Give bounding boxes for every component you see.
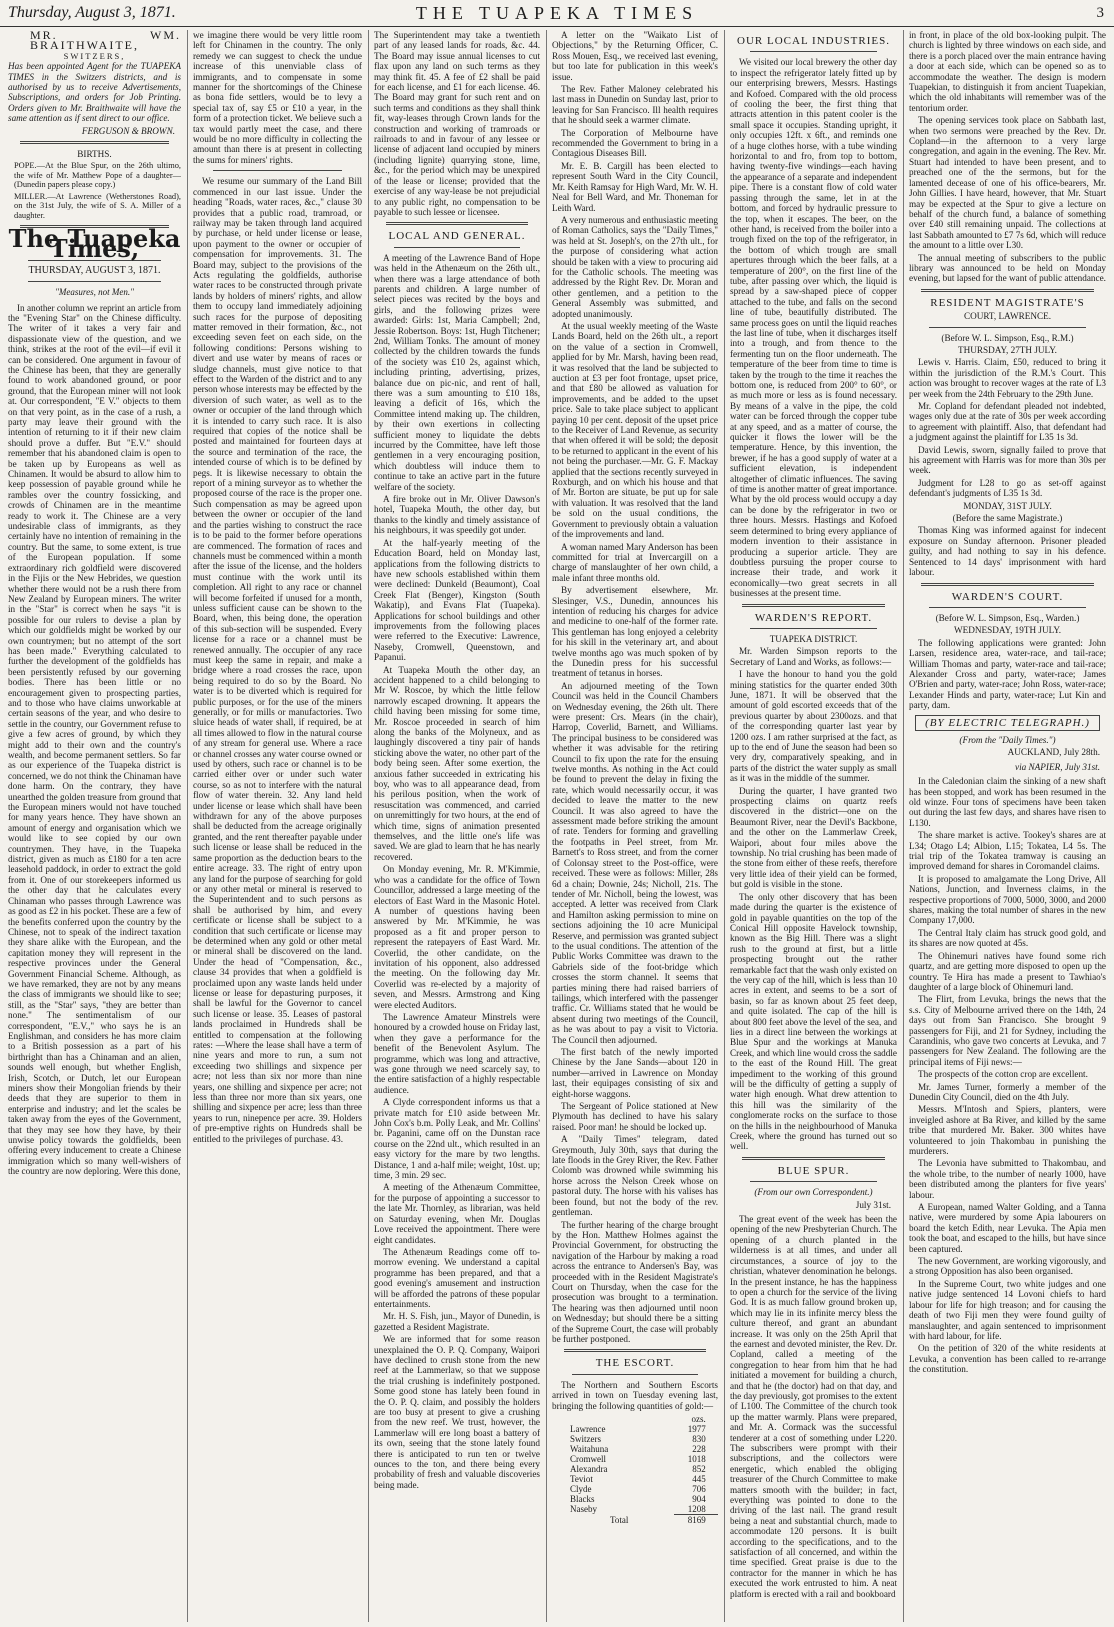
- warden-court-heading: WARDEN'S COURT.: [951, 590, 1064, 603]
- births-list: [8, 161, 181, 219]
- news-item: A very numerous and enthusiastic meeting of Roman Catholics, says the "Daily Times," was held at St. Joseph's, on the 27th ult., for the purpose of considering what action should be taken with a view to procuring aid for the Catholic schools. The meeting was addressed by the Right Rev. Dr. Moran and other gentlemen, and a petition to the General Assembly was submitted, and adopted unanimously.: [552, 214, 718, 319]
- birth-notice: MILLER.—At Lawrence (Wetherstones Road), on the 31st July, the wife of S. A. Miller of a daughter.: [14, 191, 181, 220]
- divider: [20, 141, 169, 144]
- escort-oz: 1018: [687, 1454, 706, 1464]
- escort-place: Naseby: [570, 1504, 597, 1515]
- land-bill-paragraph: We resume our summary of the Land Bill commenced in our last issue. Under the heading "Roads, water races, &c.," clause 30 provides that a public road, tramroad, or railway may be taken through land acquired by purchase, or held under license or lease, upon payment to the owner or occupier of compensation for improvements. 31. The Board may, subject to the provisions of the Acts regulating the goldfields, authorise water races to be constructed through private lands by holders of miners' rights, and allow them to occupy land immediately adjoining such races for the purpose of depositing matter removed in their formation, &c., not exceeding seven feet on each side, on the following conditions: Persons wishing to divert and use water by means of races or sludge channels, must give notice to that effect to the Warden of the district and to any person whose interests may be effected by the diversion of such water, as well as to the owner or occupier of the land through which it is intended to carry such race. It is also required that copies of the notice shall be posted and maintained for fourteen days at the source and termination of the race, the intended course of which is to be defined by pegs. It is likewise necessary to obtain the report of a mining surveyor as to whether the proposed course of the race is the proper one. Such compensation as may be agreed upon between the owner or occupier of the land and the parties wishing to construct the race is to be paid to the former before operations are commenced. The formation of races and channels must be commenced within a month after the issue of the license, and the holders must continue with the work until its completion. All right to any race or channel will become forfeited if unused for a month, unless sufficient cause can be shown to the Board, when, this being done, the operation of this sub-section will be suspended. Every license for a race or a channel must be renewed annually. The occupier of any race must keep the same in repair, and make a bridge where a road crosses the race, upon being required to do so by the Board. No water is to be diverted which is required for public purposes, or for the use of the miners generally, or for mills or manufactories. Two sluice heads of water shall, if required, be at all times allowed to flow in the natural course of any stream for general use. Where a race or channel crosses any water course owned or used by others, such race or channel is to be carried either over or under such water course, so as not to interfere with the natural flow of water therein. 32. Any land held under license or lease which shall have been withdrawn for any of the above purposes shall be deducted from the acreage originally granted, and the rent thereafter payable under such license or lease shall be reduced in the same proportion as the deduction bears to the entire acreage. 33. The right of entry upon any land for the purpose of searching for gold or any other metal or mineral is reserved to the Superintendent and to such persons as shall be authorised by him, and every certificate or license shall be subject to a condition that such certificate or license may be determined when any gold or other metal or mineral shall be discovered on the land. Under the head of "Compensation, &c., clause 34 provides that when a goldfield is proclaimed upon any waste lands held under license or lease for depasturing purposes, it shall be lawful for the Governor to cancel such license or lease. 35. Leases of pastoral lands proclaimed in Hundreds shall be entitled to compensation at the following rates: —Where the lease shall have a term of nine years and more to run, a sum not exceeding two shillings and sixpence per acre; not less than six nor more than nine years, one shilling and sixpence per acre; not less than three nor more than six years, one shilling and sixpence per acre; less than three years to run, ninepence per acre. 39. Holders of pre-emptive rights on Hundreds shall be entitled to the privileges of purchase. 43.: [193, 176, 362, 1144]
- industries-heading: OUR LOCAL INDUSTRIES.: [737, 35, 890, 47]
- escort-dwt: [706, 1424, 718, 1434]
- news-item: The opening services took place on Sabbath last, when two sermons were preached by the Rev. Dr. Copland—in the afternoon to a very large congregation, and again in the evening. The Rev. Mr. Stuart had intended to have been present, and to preached one of the the sermons, but for the lamented decease of one of his office-bearers, Mr. John Gillies. I have heard, however, that Mr. Stuart may be expected at the Spur to give a lecture on behalf of the church fund, a balance of something over £40 still remaining unpaid. The collections at last Sabbath amounted to £7 7s 6d, which will reduce the amount to a little over L30.: [909, 115, 1106, 251]
- escort-dwt: [706, 1494, 718, 1504]
- news-item: The Corporation of Melbourne have recommended the Government to bring in a Contagious Diseases Bill.: [552, 127, 718, 159]
- court-date: MONDAY, 31ST JULY.: [963, 500, 1052, 511]
- agent-signature: FERGUSON & BROWN.: [81, 125, 175, 136]
- news-item: Mr. E. B. Cargill has been elected to represent South Ward in the City Council, Mr. Keith Ramsay for High Ward, Mr. W. H. Neal for Bell Ward, and Mr. Thoneman for Leith Ward.: [552, 160, 718, 213]
- news-item: A meeting of the Athenæum Committee, for the purpose of appointing a successor to the late Mr. Thornley, as librarian, was held on Saturday evening, when Mr. Douglas Love received the appointment. There were eight candidates.: [374, 1182, 540, 1245]
- news-item: A meeting of the Lawrence Band of Hope was held in the Athenæum on the 26th ult., when there was a large attendance of both parents and children. A large number of select pieces was recited by the boys and girls, and the following prizes were awarded: Girls: 1st, Maria Campbell; 2nd, Jessie Robertson. Boys: 1st, Hugh Titchener; 2nd, William Tonks. The amount of money collected by the children towards the funds of the society was £10 2s, against which, including printing, advertising, prizes, balance due on pic-nic, and rent of hall, there was a sum amounting to £10 18s, leaving a deficit of 16s, which the Committee intend making up. The children, by their own exertions in collecting sufficient money to liquidate the debts incurred by the Committee, have left those gentlemen in a very encouraging position, which doubtless will induce them to continue to take an active part in the future welfare of the society.: [374, 252, 540, 492]
- court-date: THURSDAY, 27TH JULY.: [958, 344, 1057, 355]
- rm-court-heading: RESIDENT MAGISTRATE'S: [930, 296, 1085, 309]
- divider: [750, 51, 877, 52]
- unit-dwts: [706, 1414, 718, 1424]
- escort-dwt: [706, 1434, 718, 1444]
- telegraph-item: It is proposed to amalgamate the Long Drive, All Nations, Junction, and Inverness claims, in the respective proportions of 7000, 5000, 3000, and 2000 shares, making the total number of shares in the new Company 17,000.: [909, 873, 1106, 926]
- escort-place: Switzers: [570, 1434, 601, 1444]
- issue-date: THURSDAY, AUGUST 3, 1871.: [28, 264, 161, 276]
- divider: [742, 604, 885, 607]
- news-item: A letter on the "Waikato List of Objections," by the Returning Officer, C. Ross Mouen, Esq., we received last evening, but too late for publication in this week's issue.: [552, 30, 718, 82]
- news-item: At the half-yearly meeting of the Education Board, held on Monday last, applications from the following districts to have new schools established within them were declined: Dunkeld (Beaumont), Coal Creek Flat (Benger), Kingston (South Wakatip), and Evans Flat (Tuapeka). Applications for school buildings and other improvements from the following places were referred to the Executive: Lawrence, Naseby, Cromwell, Queenstown, and Papanui.: [374, 537, 540, 663]
- agent-name: MR. WM. BRAITHWAITE,: [30, 30, 181, 53]
- column-rule: [546, 30, 547, 1622]
- news-item: A Clyde correspondent informs us that a private match for £10 aside between Mr. John Cox's b.m. Polly Leak, and Mr. Collins' br. Paganini, came off on the Dunstan race course on the 22nd ult., which resulted in an easy victory for the mare by two lengths. Distance, 1 and a-half mile; weight, 10st. up; time, 3 min. 29 sec.: [374, 1097, 540, 1181]
- agent-notice: [8, 30, 181, 136]
- news-item: At Tuapeka Mouth the other day, an accident happened to a child belonging to Mr W. Roscoe, by which the little fellow narrowly escaped drowning. It appears the child having been missing for some time, Mr. Roscoe proceeded in search of him along the banks of the Molyneux, and as laughingly discovered a tiny pair of hands sticking above the water, no other part of the body being seen. After some exertion, the anxious father succeeded in extricating his boy, who was to all appearance dead, from his perilous position, when the work of resuscitation was commenced, and carried on unremittingly for two hours, at the end of which time, signs of animation presented themselves, and the little one's life was saved. We are glad to learn that he has nearly recovered.: [374, 664, 540, 862]
- court-case: David Lewis, sworn, signally failed to prove that his agreement with Harris was for more than 30s per week.: [909, 444, 1106, 476]
- escort-intro: The Northern and Southern Escorts arrived in town on Tuesday evening last, bringing the following quantities of gold:—: [552, 1379, 718, 1411]
- escort-units-row: [570, 1414, 718, 1424]
- telegraph-via: via NAPIER, July 31st.: [1015, 761, 1100, 772]
- news-item: A fire broke out in Mr. Oliver Dawson's hotel, Tuapeka Mouth, the other day, but thanks to the kindly and timely assistance of his neighbours, it was speedily got under.: [374, 494, 540, 536]
- editorial-paragraph: In another column we reprint an article from the "Evening Star" on the Chinese difficulty. The writer of it takes a very fair and dispassionate view of the question, and we think, strikes at the root of the evil—if evil it can be considered. One argument in favour of the Chinese has been, that they are generally found to work abandoned ground, or poor ground, that the European miner will not look at. Our correspondent, "E V." objects to them on that very point, as in the case of a rush, a party may leave their ground with the intention of returning to it if their new claim should prove a duffer. But "E.V." should remember that his abandoned claim is open to be taken up by Europeans as well as Chinamen. It would be absurd to allow him to keep possession of payable ground while he rambles over the country fossicking, and crowds of Chinamen are in the meantime ready to work it. The Chinese are a very undesirable class of immigrants, as they certainly have no intention of remaining in the country. But the same, to some extent, is true of the European population. If some extraordinary rich goldfield were discovered in the Fijis or the New Hebrides, we question whether there would not be a rush there from New Zealand by European miners. The writer in the "Star" is correct when he says "it is possible for our rulers to devise a plan by which our goldfields might be worked by our own countrymen; but no attempt of the sort has been made." Everything calculated to further the development of the goldfields has been persistently refused by our governing bodies. There has been little or no encouragement given to prospecting parties, and to those who have claims unworkable at certain seasons of the year, and who desire to settle in the country, our Government refuse to give a few acres of ground, by which they might add to their own and the country's wealth, and become permanent settlers. So far as our experience of the Tuapeka district is concerned, we do not think the Chinaman have done harm. On the contrary, they have unearthed the golden treasure from ground that the European miners would not have touched for many years hence. They have shown an amount of energy and organisation which we would like to see copied by our own countrymen. They have, in the Tuapeka district, given as much as £180 for a ten acre leasehold paddock, in order to extract the gold from it. One of our storekeepers informed us the other day that he calculates every Chinaman who passes through Lawrence was as good as £2 in his pocket. These are a few of the benefits conferred upon the country by the Chinese, not to speak of the indirect taxation they share alike with the European, and the capitation money they will represent in the respective provinces under the General Government Financial Scheme. Although, as we have remarked, they are not by any means the class of immigrants we should like to see; still, as the "Star" says, "they are better than none." The sentimentalism of our correspondent, "E.V.," who says he is an Englishman, and considers he has more claim to a British possession as a part of his birthright than has a Chinaman and an alien, sounds well enough, but whether English, Irish, Scotch, or Dutch, let our European miners show their Mongolian friends by their deeds that they are superior to them in enterprise and industry; and let the scales be taken away from the eyes of the Government, that they may see how they have, by their unwise policy towards the goldfields, been offering every inducement to create a Chinese immigration which so many well-wishers of the country are now deploring. Were this done,: [8, 302, 181, 1177]
- escort-oz: 706: [692, 1484, 706, 1494]
- births-heading: BIRTHS.: [77, 149, 112, 160]
- column-4: [552, 30, 718, 1622]
- dispatch-date: July 31st.: [855, 1199, 891, 1210]
- escort-row: [570, 1464, 718, 1474]
- agent-place: SWITZERS,: [63, 50, 126, 61]
- telegraph-item: In the Caledonian claim the sinking of a new shaft has been stopped, and work has been resumed in the old winze. Four tons of specimens have been taken out during the last few days, and shares have risen to L130.: [909, 776, 1106, 828]
- divider: [750, 628, 877, 629]
- telegraph-item: On the petition of 320 of the white residents at Levuka, a convention has been called to re-arrange the constitution.: [909, 1343, 1106, 1375]
- news-item: A "Daily Times" telegram, dated Greymouth, July 30th, says that during the late floods in the Grey River, the Rev. Father Colomb was drowned while swimming his horse across the Nelson Creek whose on pastoral duty. The horse with his valises has been found, but not the body of the rev. gentleman.: [552, 1134, 718, 1218]
- escort-dwt: [706, 1474, 718, 1484]
- escort-dwt: [706, 1444, 718, 1454]
- column-rule: [724, 30, 725, 1622]
- escort-dwt: [706, 1464, 718, 1474]
- news-item: The Sergeant of Police stationed at New Plymouth has declined to have his salary raised. Poor man! he should be locked up.: [552, 1101, 718, 1132]
- court-warden: (Before W. L. Simpson, Esq., Warden.): [935, 612, 1080, 623]
- news-item: The great event of the week has been the opening of the new Presbyterian Church. The opening of a church planted in the wilderness is at all times, and under all circumstances, a source of joy to the christian, whatever denomination he belongs. In the present instance, he has the happiness to open a church for the service of the living God. It is as much fallow ground broken up, which may lie in its infinite mercy bless the culture thereof, and grant an abundant increase. It was only on the 25th April that the earnest and devoted minister, the Rev. Dr. Copland, called a meeting of the congregation to hear from him that he had initiated a movement for building a church, and that he (the doctor) had on that day, and the day previously, got promises to the extent of L100. The Committee of the church took up the matter warmly. Plans were prepared, and Mr. A. Cormack was the successful tenderer at a cost of something under L220. The subscribers were prompt with their subscriptions, and the collectors were energetic, which enabled the obliging treasurer of the Church Committee to make matters smooth with the builder; in fact, everything was pointed to done to the driving of the last nail. The grand result being a neat and substantial church, made to accommodate 120 persons. It is built according to the specifications, and to the satisfaction of all concerned, and within the time specified. Great praise is due to the contractor for the manner in which he has executed the work entrusted to him. A neat platform is erected with a rail and bookboard: [730, 1214, 897, 1599]
- divider: [213, 170, 342, 171]
- news-item: The Rev. Father Maloney celebrated his last mass in Dunedin on Sunday last, prior to leaving for San Francisco. Ill health requires that he should seek a warmer climate.: [552, 84, 718, 126]
- divider: [742, 1157, 885, 1160]
- telegraph-item: The new Government, are working vigorously, and a strong Opposition has also been organised.: [909, 1256, 1106, 1277]
- telegraph-item: The Flirt, from Levuka, brings the news that the s.s. City of Melbourne arrived there on the 14th, 24 days out from San Francisco. She brought 9 passengers for Fiji, and 21 for Sydney, including the Carandinis, who gave two concerts at Levuka, and 7 passengers for New Zealand. The following are the principal items of Fiji news:—: [909, 994, 1106, 1067]
- column-6: [909, 30, 1106, 1622]
- escort-total-dwt: [706, 1515, 718, 1526]
- escort-row: [570, 1504, 718, 1515]
- escort-oz: 830: [692, 1434, 706, 1444]
- escort-row: [570, 1434, 718, 1444]
- editorial-paragraph: we imagine there would be very little room left for Chinamen in the country. The only remedy we can suggest to check the undue increase of this unenviable class of immigrants, and to compensate in some manner for the shortcomings of the Chinese as bona fide settlers, would be to levy a special tax of, say £5 or £10 a year, in the form of a protection ticket. We believe such a tax would partly meet the case, and there would be no more difficulty in collecting the amount than there is at present in collecting the sums for miners' rights.: [193, 30, 362, 165]
- birth-notice: POPE.—At the Blue Spur, on the 26th ultimo, the wife of Mr. Matthew Pope of a daughter—(Dunedin papers please copy.): [14, 161, 181, 190]
- agent-text: Has been appointed Agent for the TUAPEKA TIMES in the Switzers districts, and is authorised by us to receive Advertisements, Subscriptions, and orders for Job Printing. Orders given to Mr. Braithwaite will have the same attention as if sent direct to our office.: [8, 61, 181, 124]
- news-item: The further hearing of the charge brought by the Hon. Matthew Holmes against the Provincial Government, for obstructing the navigation of the Harbour by making a road across the entrance to Andersen's Bay, was proceeded with in the Resident Magistrate's Court on Thursday, when the case for the prosecution was brought to a termination. The hearing was then adjourned until noon on Wednesday; but should there be a sitting of the Supreme Court, the case will probably be further postponed.: [552, 1219, 718, 1344]
- escort-oz: 1208: [687, 1504, 706, 1514]
- escort-row: [570, 1444, 718, 1454]
- divider: [921, 289, 1094, 292]
- news-item: At the usual weekly meeting of the Waste Lands Board, held on the 26th ult., a report on the value of a section in Cromwell, applied for by Mr. Marsh, having been read, it was resolved that the land be subjected to auction at £3 per foot frontage, upset price, and that £80 be allowed as valuation for improvements, and be added to the upset price. Sale to take place subject to applicant paying 10 per cent. deposit of the upset price to the Receiver of Land Revenue, as security that when offered it will be sold; the deposit to be returned to applicant in the event of his not being the purchaser.—Mr. G. F. Mackay applied that the sections recently surveyed in Roxburgh, and on which his house and that of Mr. Borton are situate, be put up for sale with valuation. It was resolved that the land be sold on the usual conditions, the Government to previously obtain a valuation of the improvements and land.: [552, 320, 718, 540]
- telegraph-item: The share market is active. Tookey's shares are at L34; Otago L4; Albion, L15; Tokatea, L4 5s. The trial trip of the Tokatea tramway is causing an improved demand for shares in Coromandel claims.: [909, 830, 1106, 872]
- column-rule: [903, 30, 904, 1622]
- news-item: The Lawrence Amateur Minstrels were honoured by a crowded house on Friday last, when they gave a performance for the benefit of the Benevolent Asylum. The programme, which was long and attractive, was gone through we need scarcely say, to the entire satisfaction of a highly respectable audience.: [374, 1011, 540, 1095]
- telegraph-item: Mr. James Turner, formerly a member of the Dunedin City Council, died on the 4th July.: [909, 1081, 1106, 1102]
- escort-dwt: [706, 1504, 718, 1515]
- escort-place: Waitahuna: [570, 1444, 609, 1454]
- escort-dwt: [706, 1484, 718, 1494]
- telegraph-source: (From the "Daily Times."): [959, 734, 1056, 745]
- divider: [929, 327, 1086, 328]
- motto: "Measures, not Men.": [55, 287, 134, 298]
- divider: [394, 247, 520, 248]
- escort-place: Cromwell: [570, 1454, 606, 1464]
- divider: [564, 1349, 706, 1352]
- telegraph-item: Messrs. M'Intosh and Spiers, planters, were inveigled ashore at Ba River, and killed by the same tribe that murdered Mr. Baker. 300 whites have volunteered to join Thakombau in punishing the murderers.: [909, 1104, 1106, 1156]
- court-case: Judgment for L28 to go as set-off against defendant's judgments of L35 1s 3d.: [909, 477, 1106, 499]
- telegraph-item: A European, named Walter Golding, and a Tanna native, were murdered by some Apia labourers on board the ketch Edith, near Levuka. The Apia men took the boat, and escaped to the hills, but have since been captured.: [909, 1202, 1106, 1254]
- news-item: We visited our local brewery the other day to inspect the refrigerator lately fitted up by our enterprising brewers, Messrs. Hastings and Kofoed. Compared with the old process of cooling the beer, the first thing that attracts attention in this patent cooler is the small space it occupies. Standing upright, it only occupies 12ft. x 6ft., and reminds one of a huge clothes horse, with a tube winding horizontal to and fro, from top to bottom, having twenty-five windings—each having the appearance of a separate and independent pipe. There is a constant flow of cold water passing through the same, let in at the bottom, and forced by hydraulic pressure to the top, when it escapes. The beer, on the other hand, is received from the boiler into a trough fixed on the top of the refrigerator, in the bottom of which trough are small apertures through which the beer falls, at a temperature of 200°, on the first line of the tube, after passing over which, the liquid is spread by a saw-shaped piece of copper attached to the tube, and falls on the second line of tube, beautifully distributed. The same process goes on until the liquid reaches the last line of tube, when it discharges itself into a trough, and from thence to the fermenting tun on the floor underneath. The temperature of the beer from time to time is taken by the trough to the time it reaches the bottom one, is reduced from 200° to 60°, or as much more or less as is found necessary. By means of a valve in the pipe, the cold water can be forced through the copper tube at any speed, and as a matter of course, the quicker it flows the lower will be the temperature. Hence, by this invention, the brewer, if he has a good supply of water at a sufficient elevation, is independent altogether of climatic influences. The saving of time is another matter of great importance. What by the old process would occupy a day can be done by the refrigerator in two or three hours. Messrs. Hastings and Kofoed seem determined to bring every appliance of modern invention to their assistance in producing a superior article. They are doubtless pursuing the proper course to increase their trade, and work it economically—two great secrets in all businesses at the present time.: [730, 57, 897, 599]
- telegraph-item: The Central Italy claim has struck good gold, and its shares are now quoted at 45s.: [909, 927, 1106, 949]
- report-paragraph: The only other discovery that has been made during the quarter is the existence of gold in payable quantities on the top of the Conical Hill opposite Havelock township, known as the Big Hill. There was a slight rush to the ground at first, but a little prospecting brought out the rather remarkable fact that the wash only existed on the very cap of the hill, which is less than 10 acres in extent, and seems to be a sort of basin, so far as known about 25 feet deep, and quite isolated. The cap of the hill is about 800 feet above the level of the sea, and lies in a direct line between the workings at Blue Spur and the workings at Manuka Creek, and which line would cross the saddle to the east of the Round Hill. The great impediment to the working of this ground will be the difficulty of getting a supply of water high enough. What drew attention to this hill was the similarity of the conglomerate rocks on the surface to those on the hills in the neighbourhood of Manuka Creek, where the ground has turned out so well.: [730, 891, 897, 1152]
- page-number: 3: [1096, 5, 1104, 21]
- news-item: A woman named Mary Anderson has been committed for trial at Invercargill on a charge of manslaughter of her own child, a male infant three months old.: [552, 541, 718, 583]
- escort-heading: THE ESCORT.: [595, 1357, 675, 1370]
- local-general-heading: LOCAL AND GENERAL.: [388, 230, 526, 243]
- page-header: [0, 0, 1114, 27]
- news-item: The first batch of the newly imported Chinese by the Jane Sands—about 120 in number—arrived in Lawrence on Monday last, their equipages consisting of six and eight-horse waggons.: [552, 1047, 718, 1099]
- escort-row: [570, 1424, 718, 1434]
- escort-total-row: [570, 1515, 718, 1526]
- masthead: The Tuapeka Times,: [8, 223, 181, 264]
- warden-report-heading: WARDEN'S REPORT.: [754, 611, 873, 624]
- escort-row: [570, 1494, 718, 1504]
- news-item: Mr. H. S. Fish, jun., Mayor of Dunedin, is gazetted a Resident Magistrate.: [374, 1311, 540, 1332]
- column-rule: [368, 30, 369, 1622]
- escort-place: Clyde: [570, 1484, 592, 1494]
- divider: [28, 281, 161, 282]
- divider: [750, 1181, 877, 1182]
- column-1: [8, 30, 181, 1622]
- report-paragraph: Mr. Warden Simpson reports to the Secretary of Land and Works, as follows:—: [730, 646, 897, 667]
- land-bill-paragraph: The Superintendent may take a twentieth part of any leased lands for roads, &c. 44. The Board may issue annual licenses to cut flax upon any land on such terms as they may think fit. 45. A fee of £2 shall be paid for each license, and £1 for each license. 46. The Board may grant for such rent and on such terms and conditions as they shall think fit, way-leases through Crown lands for the construction and working of tramroads or railroads to and in favour of any lessee or license of adjacent land occupied by miners (including lignite) quarrying stone, lime, &c., for the period which may be unexpired of the lease or license; provided that the exercise of any way-lease be not prejudicial to any public right, no compensation to be payable to such lessee or licensee.: [374, 30, 540, 217]
- telegraph-item: In the Supreme Court, two white judges and one native judge sentenced 14 Lovoni chiefs to hard labour for life for high treason; and for causing the death of two Fiji men they were found guilty of manslaughter, and again sentenced to imprisonment with hard labour, for life.: [909, 1278, 1106, 1341]
- court-magistrate: (Before the same Magistrate.): [952, 513, 1063, 524]
- escort-place: Teviot: [570, 1474, 593, 1484]
- news-item: By advertisement elsewhere, Mr. Slesinger, V.S., Dunedin, announces his intention of reducing his charges for advice and medicine to one-half of the former rate. This gentleman has long enjoyed a celebrity for his skill in the veterinary art, and about twelve months ago was much spoken of by the Dunedin press for his successful treatment of tetanus in horses.: [552, 585, 718, 679]
- news-item: We are informed that for some reason unexplained the O. P. Q. Company, Waipori have declined to crush stone from the new reef at the Lammerlaw, so that we suppose the trial crushing is indefinitely postponed. Some good stone has lately been found in the O. P. Q. claim, and possibly the holders are too busy at present to give a crushing from the new reef. We trust, however, the Lammerlaw will ere long boast a battery of its own, seeing that the stone lately found there is anticipated to run ten or twelve ounces to the ton, and there being every probability of fresh and valuable discoveries being made.: [374, 1334, 540, 1490]
- divider: [572, 1374, 698, 1375]
- column-2: [193, 30, 362, 1622]
- correspondent-line: (From our own Correspondent.): [754, 1187, 873, 1198]
- telegraph-item: The Ohinemuri natives have found some rich quartz, and are getting more disposed to open up the country. Te Hira has made a present to Tawhiao's daughter of a large block of Ohinemuri land.: [909, 950, 1106, 992]
- news-item: The Athenæum Readings come off to-morrow evening. We understand a capital programme has been prepared, and that a good evening's amusement and instruction will be afforded the patrons of these popular entertainments.: [374, 1246, 540, 1309]
- escort-oz: 228: [692, 1444, 706, 1454]
- court-case: Lewis v. Harris. Claim, £50, reduced to bring it within the jurisdiction of the R.M.'s Court. This action was brought to recover wages at the rate of L3 per week from the 24th February to the 29th June.: [909, 357, 1106, 399]
- unit-ozs: ozs.: [691, 1414, 706, 1424]
- telegraph-items: [909, 776, 1106, 1374]
- news-item: An adjourned meeting of the Town Council was held in the Council Chambers on Wednesday evening, the 26th ult. There were present: Crs. Mears (in the chair), Harrop, Coverlid, Barnett, and Williams. The principal business to be considered was whether it was advisable for the retiring Council to fix upon the rate for the ensuing twelve months. As nothing in the Act could be found to prevent the delay in fixing the rate, which would necessarily occur, it was decided to leave the matter to the new Council. It was also agreed to have the assessment made before striking the amount of rate. Tenders for forming and gravelling the footpaths in Peel street, from Mr. Barnett's to Ross street, and from the corner of Colonsay street to the Post-office, were received. These were as follows: Miller, 28s 6d a chain; Downie, 24s; Nicholl, 21s. The tender of Mr. Nicholl, being the lowest, was accepted. A letter was received from Clark and Hamilton asking permission to mine on sections adjoining the 10 acre Municipal Reserve, and permission was granted subject to the usual conditions. The attention of the Public Works Committee was drawn to the Gabriels side of the foot-bridge which crosses the storm channel. It seems that parties mining there had raised barriers of tailings, which interfered with the passenger traffic. Cr. Williams stated that he would be absent during two meetings of the Council, as he was about to pay a visit to Victoria. The Council then adjourned.: [552, 680, 718, 1045]
- telegraph-place: AUCKLAND, July 28th.: [1007, 747, 1100, 758]
- escort-oz: 852: [692, 1464, 706, 1474]
- rm-court-subheading: COURT, LAWRENCE.: [963, 311, 1052, 322]
- warden-report-district: TUAPEKA DISTRICT.: [769, 633, 858, 644]
- telegraph-heading: (BY ELECTRIC TELEGRAPH.): [915, 715, 1100, 731]
- column-rule: [187, 30, 188, 1622]
- newspaper-title: THE TUAPEKA TIMES: [415, 3, 699, 23]
- news-item: The annual meeting of subscribers to the public library was announced to be held on Monday evening, but lapsed for the want of public attendance.: [909, 252, 1106, 284]
- court-case: The following applications were granted: John Larsen, residence area, water-race, and tail-race; William Thomas and party, water-race and tail-race; Alexander Cross and party, water-race; James O'Brien and party, water-race; John Ross, water-race; Lexander Hinds and party, water-race; Lut Kin and party, dam.: [909, 637, 1106, 711]
- report-paragraph: During the quarter, I have granted two prospecting claims on quartz reefs discovered in the district—one on the Beaumont River, near the Devil's Backbone, and the other on the Lammerlaw Creek, Waipori, about four miles above the township. No trial crushing has been made of the stone from either of these reefs, therefore very little idea of their yield can be formed, but gold is visible in the stone.: [730, 785, 897, 890]
- escort-total-label: Total: [610, 1514, 629, 1525]
- escort-dwt: [706, 1454, 718, 1464]
- escort-oz: 904: [692, 1494, 706, 1504]
- escort-oz: 1977: [687, 1424, 706, 1434]
- escort-place: Alexandra: [570, 1464, 608, 1474]
- telegraph-item: The Levonia have submitted to Thakombau, and the whole tribe, to the number of nearly 1000, have been distributed among the planters for five years' labour.: [909, 1158, 1106, 1200]
- escort-row: [570, 1474, 718, 1484]
- header-date: Thursday, August 3, 1871.: [8, 4, 176, 21]
- divider: [921, 583, 1094, 586]
- escort-row: [570, 1484, 718, 1494]
- court-case: Mr. Copland for defendant pleaded not indebted, wages only due at the rate of 30s per week according to agreement with plaintiff. Also, that defendant had a judgment against the plaintiff for L35 1s 3d.: [909, 401, 1106, 443]
- news-item: On Monday evening, Mr. R. M'Kimmie, who was a candidate for the office of Town Councillor, addressed a large meeting of the electors of East Ward in the Masonic Hotel. A number of questions having been answered by Mr. M'Kimmie, he was proposed as a fit and proper person to represent the ratepayers of East Ward. Mr. Coverlid, the other candidate, on the invitation of his opponent, also addressed the meeting. On the following day Mr. Coverlid was re-elected by a majority of seven, and Messrs. Armstrong and King were elected Auditors.: [374, 864, 540, 1010]
- escort-row: [570, 1454, 718, 1464]
- court-magistrate: (Before W. L. Simpson, Esq., R.M.): [941, 332, 1074, 343]
- divider: [386, 222, 528, 225]
- column-5: [730, 30, 897, 1622]
- escort-total-oz: 8169: [674, 1515, 706, 1526]
- column-3: [374, 30, 540, 1622]
- blue-spur-heading: BLUE SPUR.: [777, 1164, 850, 1177]
- escort-table: [570, 1414, 718, 1525]
- escort-oz: 445: [692, 1474, 706, 1484]
- report-paragraph: I have the honour to hand you the gold mining statistics for the quarter ended 30th June, 1871. It will be observed that the amount of gold escorted exceeds that of the previous quarter by about 2300ozs. and that of the corresponding quarter last year by 1200 ozs. I am rather surprised at the fact, as up to the end of June the season had been so very dry, comparatively speaking, and in parts of the district the water supply as small as it was in the middle of the summer.: [730, 669, 897, 784]
- news-item: in front, in place of the old box-looking pulpit. The church is lighted by three windows on each side, and there is a porch placed over the main entrance having a door at each side, which can be opened so as to accommodate the weather. The design is modern Tuapekian, to distinguish it from ancient Tuapekian, which the old inhabitants will remember was of the tentorium order.: [909, 30, 1106, 113]
- divider: [929, 607, 1086, 608]
- escort-place: Lawrence: [570, 1424, 606, 1434]
- telegraph-item: The prospects of the cotton crop are excellent.: [918, 1069, 1088, 1080]
- court-date: WEDNESDAY, 19TH JULY.: [953, 625, 1062, 636]
- escort-place: Blacks: [570, 1494, 595, 1504]
- court-case: Thomas King was informed against for indecent exposure on Sunday afternoon. Prisoner pleaded guilty, and had nothing to say in his defence. Sentenced to 14 days' imprisonment with hard labour.: [909, 525, 1106, 578]
